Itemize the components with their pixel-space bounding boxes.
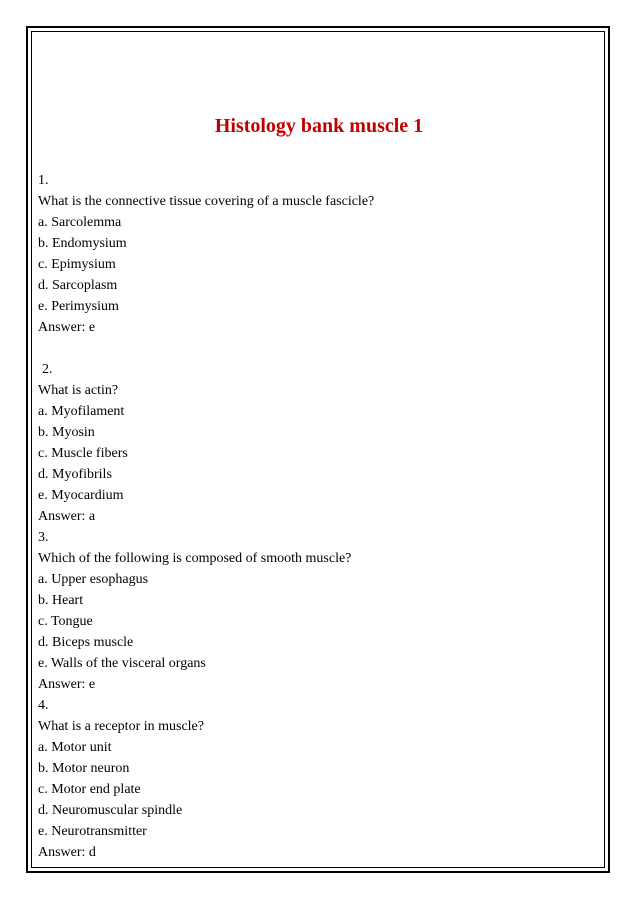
- answer-option: c. Tongue: [38, 614, 93, 629]
- answer-option: c. Muscle fibers: [38, 446, 128, 461]
- answer-option: d. Neuromuscular spindle: [38, 803, 183, 818]
- question-block-4: [38, 695, 598, 863]
- question-number: 2.: [42, 362, 53, 377]
- answer-option: e. Neurotransmitter: [38, 824, 147, 839]
- correct-answer: Answer: a: [38, 509, 96, 524]
- correct-answer: Answer: e: [38, 320, 96, 335]
- answer-option: b. Motor neuron: [38, 761, 130, 776]
- answer-option: b. Endomysium: [38, 236, 127, 251]
- answer-option: a. Myofilament: [38, 404, 125, 419]
- answer-option: e. Walls of the visceral organs: [38, 656, 206, 671]
- answer-option: a. Upper esophagus: [38, 572, 149, 587]
- question-number: 3.: [38, 530, 49, 545]
- answer-option: d. Sarcoplasm: [38, 278, 118, 293]
- answer-option: d. Myofibrils: [38, 467, 112, 482]
- answer-option: e. Myocardium: [38, 488, 124, 503]
- question-block-2: [38, 359, 598, 527]
- question-number: 1.: [38, 173, 49, 188]
- answer-option: c. Motor end plate: [38, 782, 141, 797]
- answer-option: c. Epimysium: [38, 257, 116, 272]
- correct-answer: Answer: d: [38, 845, 96, 860]
- question-text: What is actin?: [38, 383, 119, 398]
- answer-option: d. Biceps muscle: [38, 635, 134, 650]
- question-list: [38, 170, 598, 863]
- question-text: What is the connective tissue covering of a muscle fascicle?: [38, 194, 375, 209]
- question-text: What is a receptor in muscle?: [38, 719, 204, 734]
- document-title: Histology bank muscle 1: [214, 115, 424, 137]
- answer-option: a. Sarcolemma: [38, 215, 122, 230]
- answer-option: a. Motor unit: [38, 740, 112, 755]
- question-block-3: [38, 527, 598, 695]
- question-text: Which of the following is composed of smooth muscle?: [38, 551, 352, 566]
- correct-answer: Answer: e: [38, 677, 96, 692]
- question-block-1: [38, 170, 598, 338]
- answer-option: b. Myosin: [38, 425, 95, 440]
- answer-option: b. Heart: [38, 593, 84, 608]
- blank-line: [38, 338, 598, 359]
- answer-option: e. Perimysium: [38, 299, 119, 314]
- question-number: 4.: [38, 698, 49, 713]
